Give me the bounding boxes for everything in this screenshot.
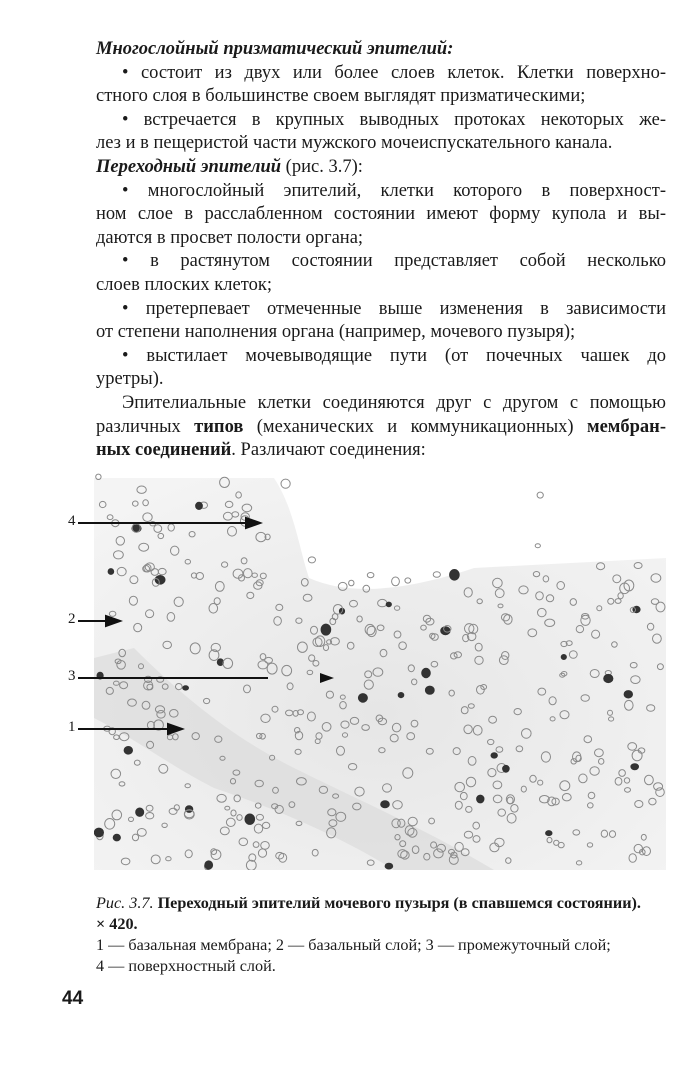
body-text [96, 38, 666, 463]
cell-nucleus [604, 674, 613, 682]
bullet-item-continuation: даются в просвет полости органа; [96, 227, 364, 248]
cell-nucleus [631, 764, 639, 770]
cell-nucleus [491, 753, 497, 758]
cell-nucleus [124, 747, 132, 755]
bullet-item: • встречается в крупных выводных протоках некоторых же- [96, 109, 666, 133]
bullet-item: • многослойный эпителий, клетки которого в поверхност- [96, 180, 666, 204]
bullet-item-continuation: ном слое в расслабленном состоянии имеют форму купола и вы- [96, 204, 666, 225]
cell-nucleus [196, 502, 203, 509]
cell-nucleus [358, 694, 367, 703]
bullet-item-continuation: стного слоя в большинстве своем выглядят призматическими; [96, 86, 586, 107]
page-number: 44 [62, 988, 84, 1009]
heading-stratified-columnar: Многослойный призматический эпителий: [96, 39, 454, 59]
cell-nucleus [308, 557, 315, 563]
cell-nucleus [94, 828, 103, 837]
cell-nucleus [349, 580, 354, 586]
cell-nucleus [450, 570, 460, 581]
figure-label-3: 3 [68, 668, 76, 684]
cell-nucleus [441, 627, 450, 635]
cell-nucleus [561, 655, 566, 660]
cell-nucleus [381, 801, 390, 808]
cell-nucleus [321, 624, 331, 635]
cell-nucleus [113, 834, 120, 841]
heading-transitional: Переходный эпителий (рис. 3.7): [96, 156, 363, 177]
bullet-item: • выстилает мочевыводящие пути (от почечных чашек до [96, 345, 666, 369]
cell-nucleus [185, 806, 192, 813]
cell-nucleus [205, 861, 213, 869]
bullet-item: • состоит из двух или более слоев клеток. Клетки поверхно- [96, 62, 666, 86]
paragraph-line: ных соединений. Различают соединения: [96, 440, 426, 461]
cell-nucleus [624, 691, 632, 698]
cell-nucleus [398, 693, 404, 698]
bullet-item-continuation: лез и в пещеристой части мужского мочеиспускательного канала. [96, 133, 613, 154]
figure-label-2: 2 [68, 611, 76, 627]
figure-label-1: 1 [68, 719, 76, 735]
cell-nucleus [503, 765, 510, 772]
cell-nucleus [281, 479, 290, 488]
cell-nucleus [245, 814, 255, 824]
bullet-item: • претерпевает отмеченные выше изменения в зависимости [96, 298, 666, 322]
arrow-3-head [318, 670, 338, 686]
cell-nucleus [385, 863, 393, 869]
bullet-item: • в растянутом состоянии представляет собой несколько [96, 250, 666, 274]
bullet-item-continuation: от степени наполнения органа (например, мочевого пузыря); [96, 322, 576, 343]
cell-nucleus [433, 572, 440, 578]
cell-nucleus [537, 492, 543, 498]
bullet-item-continuation: уретры). [96, 369, 164, 390]
figure-arrows [78, 510, 268, 740]
cell-nucleus [367, 573, 374, 578]
figure-label-4: 4 [68, 513, 76, 529]
paragraph-line: Эпителиальные клетки соединяются друг с другом с помощью [122, 392, 666, 413]
cell-nucleus [535, 544, 540, 548]
cell-nucleus [546, 831, 552, 836]
cell-nucleus [386, 602, 391, 607]
cell-nucleus [422, 668, 431, 677]
cell-nucleus [136, 808, 144, 816]
cell-nucleus [405, 578, 411, 583]
bullet-item-continuation: слоев плоских клеток; [96, 274, 272, 295]
cell-nucleus [425, 686, 434, 694]
figure-caption: Рис. 3.7. Переходный эпителий мочевого пузыря (в спавшемся состоянии). × 420. 1 — базальная мембрана; 2 — базальный слой; 3 — промежуточный слой; 4 — поверхностный слой. [96, 894, 641, 975]
cell-nucleus [392, 577, 400, 586]
paragraph-line: различных типов (механических и коммуникационных) мембран- [96, 416, 666, 437]
cell-nucleus [477, 795, 484, 803]
